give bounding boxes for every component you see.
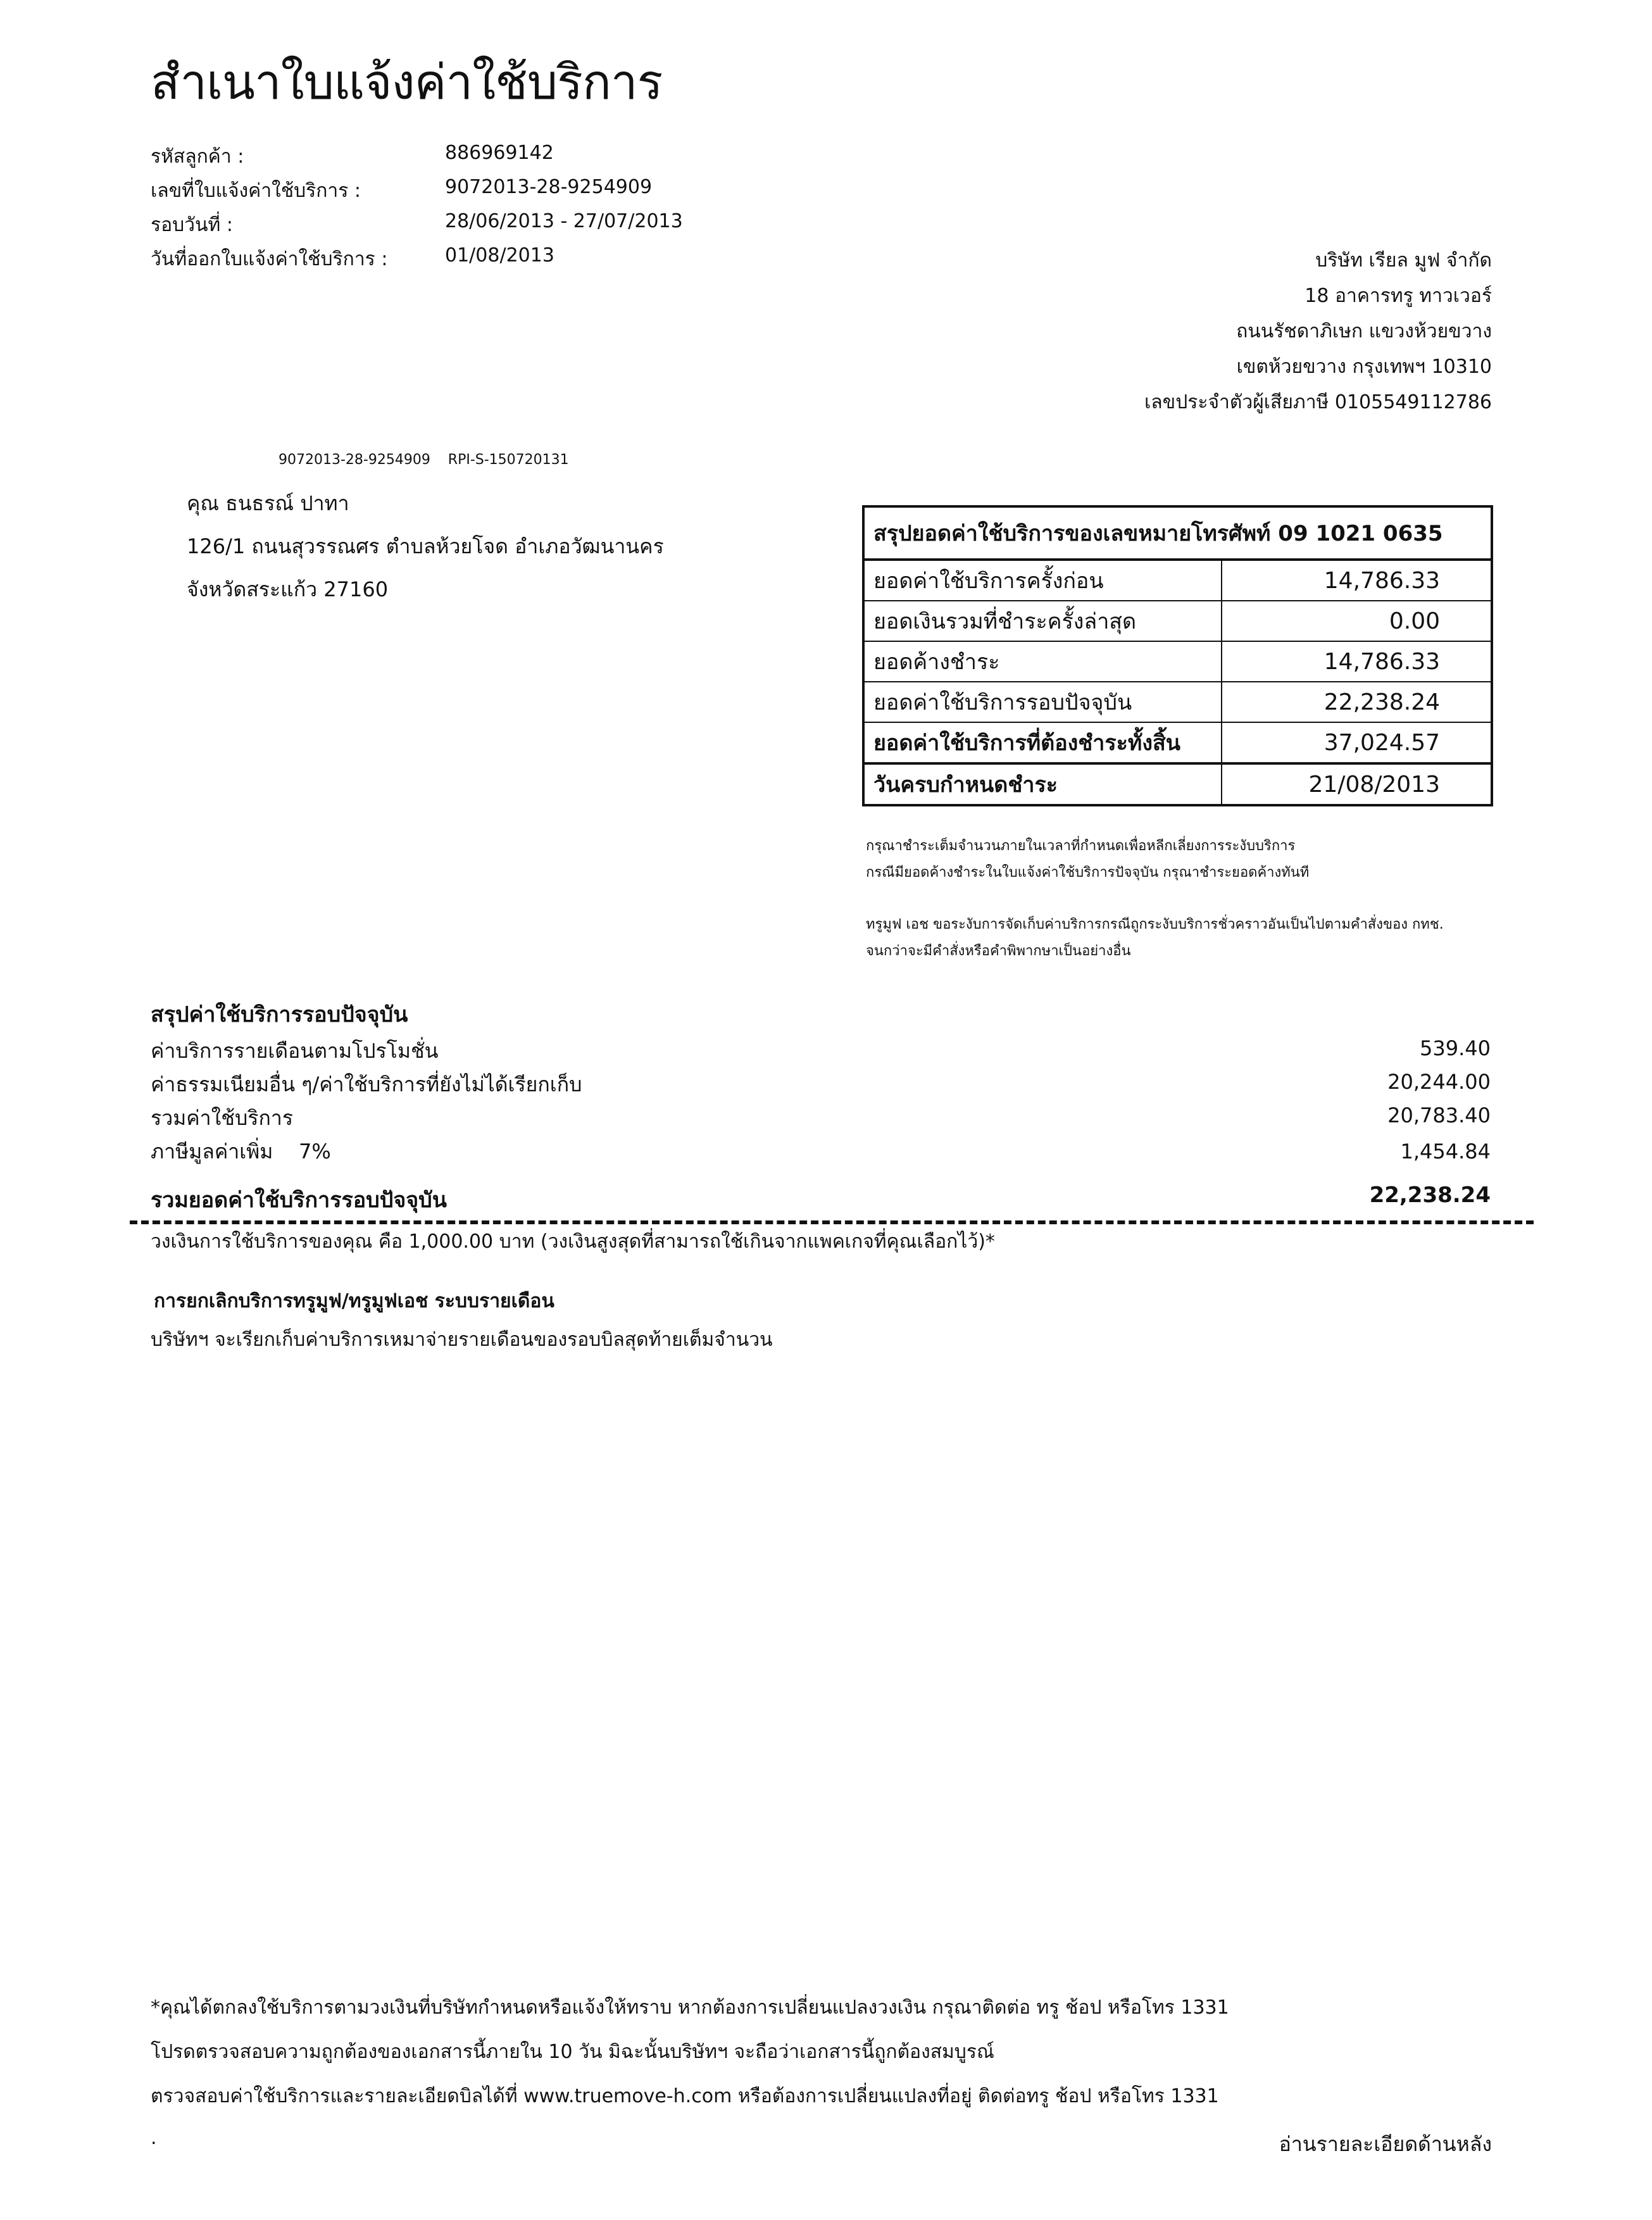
footer-line: ตรวจสอบค่าใช้บริการและรายละเอียดบิลได้ที่ www.truemove-h.com หรือต้องการเปลี่ยนแปลงที่อยู่ ติดต่อทรู ช้อป หรือโทร 1331	[151, 2085, 1219, 2107]
last-payment-label: ยอดเงินรวมที่ชำระครั้งล่าสุด	[863, 601, 1222, 641]
billing-cycle-label: รอบวันที่ :	[151, 214, 233, 236]
company-name: บริษัท เรียล มูฟ จำกัด	[1315, 249, 1492, 272]
summary-header: สรุปยอดค่าใช้บริการของเลขหมายโทรศัพท์ 09 1021 0635	[863, 506, 1492, 560]
document-title: สำเนาใบแจ้งค่าใช้บริการ	[151, 54, 663, 110]
total-due-value: 37,024.57	[1222, 722, 1492, 763]
charge-item-value: 20,244.00	[1387, 1070, 1491, 1094]
current-charges-label: ยอดค่าใช้บริการรอบปัจจุบัน	[863, 682, 1222, 722]
last-payment-value: 0.00	[1222, 601, 1492, 641]
charge-item-label: รวมค่าใช้บริการ	[151, 1106, 293, 1130]
payment-note: กรุณาชำระเต็มจำนวนภายในเวลาที่กำหนดเพื่อหลีกเลี่ยงการระงับบริการ	[866, 838, 1296, 854]
summary-row	[863, 641, 1492, 682]
charge-item-label: ค่าบริการรายเดือนตามโปรโมชั่น	[151, 1039, 439, 1063]
read-more-note: อ่านรายละเอียดด้านหลัง	[1279, 2132, 1492, 2156]
payment-note: จนกว่าจะมีคำสั่งหรือคำพิพากษาเป็นอย่างอื่น	[866, 943, 1131, 959]
footer-line: *คุณได้ตกลงใช้บริการตามวงเงินที่บริษัทกำหนดหรือแจ้งให้ทราบ หากต้องการเปลี่ยนแปลงวงเงิน กรุณาติดต่อ ทรู ช้อป หรือโทร 1331	[151, 1997, 1229, 2019]
invoice-number-value: 9072013-28-9254909	[445, 176, 653, 198]
current-summary-heading: สรุปค่าใช้บริการรอบปัจจุบัน	[151, 1002, 408, 1027]
due-date-value: 21/08/2013	[1222, 763, 1492, 805]
charge-item-label: ค่าธรรมเนียมอื่น ๆ/ค่าใช้บริการที่ยังไม่ได้เรียกเก็บ	[151, 1072, 582, 1096]
summary-row	[863, 560, 1492, 601]
company-address-line: 18 อาคารทรู ทาวเวอร์	[1305, 285, 1492, 307]
invoice-number-label: เลขที่ใบแจ้งค่าใช้บริการ :	[151, 180, 361, 202]
cancellation-heading: การยกเลิกบริการทรูมูฟ/ทรูมูฟเอช ระบบรายเดือน	[154, 1290, 554, 1312]
recipient-address-line1: 126/1 ถนนสุวรรณศร ตำบลห้วยโจด อำเภอวัฒนานคร	[187, 534, 664, 558]
current-total-label: รวมยอดค่าใช้บริการรอบปัจจุบัน	[151, 1188, 447, 1213]
customer-id-value: 886969142	[445, 142, 554, 164]
summary-header-row	[863, 506, 1492, 560]
company-address-line: ถนนรัชดาภิเษก แขวงห้วยขวาง	[1236, 320, 1492, 342]
company-address-line: เขตห้วยขวาง กรุงเทพฯ 10310	[1236, 356, 1492, 378]
vat-label: ภาษีมูลค่าเพิ่ม 7%	[151, 1139, 331, 1163]
summary-row	[863, 682, 1492, 722]
current-charges-value: 22,238.24	[1222, 682, 1492, 722]
total-due-label: ยอดค่าใช้บริการที่ต้องชำระทั้งสิ้น	[863, 722, 1222, 763]
current-total-value: 22,238.24	[1369, 1182, 1491, 1208]
issue-date-value: 01/08/2013	[445, 244, 554, 267]
recipient-name: คุณ ธนธรณ์ ปาทา	[187, 491, 349, 515]
summary-row	[863, 601, 1492, 641]
footer-line: โปรดตรวจสอบความถูกต้องของเอกสารนี้ภายใน 10 วัน มิฉะนั้นบริษัทฯ จะถือว่าเอกสารนี้ถูกต้องสมบูรณ์	[151, 2041, 994, 2063]
charge-item-value: 20,783.40	[1387, 1103, 1491, 1127]
previous-balance-label: ยอดค่าใช้บริการครั้งก่อน	[863, 560, 1222, 601]
summary-row	[863, 763, 1492, 805]
footer-dot: .	[151, 2127, 157, 2149]
billing-cycle-value: 28/06/2013 - 27/07/2013	[445, 210, 683, 232]
reference-code: 9072013-28-9254909 RPI-S-150720131	[278, 452, 569, 468]
due-date-label: วันครบกำหนดชำระ	[863, 763, 1222, 805]
customer-id-label: รหัสลูกค้า :	[151, 146, 244, 168]
previous-balance-value: 14,786.33	[1222, 560, 1492, 601]
payment-note: กรณีมียอดค้างชำระในใบแจ้งค่าใช้บริการปัจจุบัน กรุณาชำระยอดค้างทันที	[866, 865, 1310, 881]
company-tax-id: เลขประจำตัวผู้เสียภาษี 0105549112786	[1144, 391, 1492, 413]
cancellation-body: บริษัทฯ จะเรียกเก็บค่าบริการเหมาจ่ายรายเดือนของรอบบิลสุดท้ายเต็มจำนวน	[151, 1329, 773, 1351]
summary-row	[863, 722, 1492, 763]
credit-limit-note: วงเงินการใช้บริการของคุณ คือ 1,000.00 บาท (วงเงินสูงสุดที่สามารถใช้เกินจากแพคเกจที่คุณเลือกไว้)*	[151, 1231, 995, 1253]
issue-date-label: วันที่ออกใบแจ้งค่าใช้บริการ :	[151, 248, 388, 270]
recipient-address-line2: จังหวัดสระแก้ว 27160	[187, 577, 389, 601]
outstanding-value: 14,786.33	[1222, 641, 1492, 682]
outstanding-label: ยอดค้างชำระ	[863, 641, 1222, 682]
vat-value: 1,454.84	[1400, 1139, 1491, 1163]
payment-note: ทรูมูฟ เอช ขอระงับการจัดเก็บค่าบริการกรณีถูกระงับบริการชั่วคราวอันเป็นไปตามคำสั่งของ กทช.	[866, 917, 1444, 932]
billing-summary-table	[862, 505, 1493, 806]
dashed-divider	[130, 1220, 1534, 1224]
charge-item-value: 539.40	[1420, 1036, 1491, 1060]
